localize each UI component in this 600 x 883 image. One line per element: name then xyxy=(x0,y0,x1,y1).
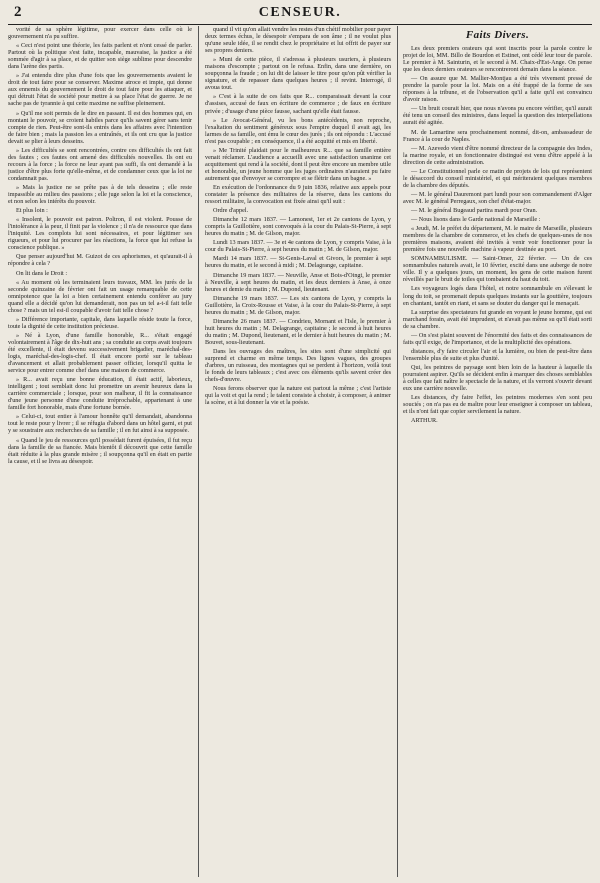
article-paragraph: » Celui-ci, tout entier à l'amour honnête qu'il demandait, abandonna tout le reste pour y livrer ; il se réfugia d'abord dans un hôtel garni, et put y se soustraire aux recherches de sa famille ; il en fut ainsi à sa supposée. xyxy=(8,413,192,435)
article-paragraph: » Qu'il me soit permis de le dire en passant. Il est des hommes qui, en montant le pouvoir, se croient habiles parce qu'ils savent gérer sans tenir compte de rien. Peut-être sont-ils entrés dans les affaires avec l'intention de faire bien ; mais la passion les a entraînés, et ils ont cru que la justice devait se plier à leurs desseins. xyxy=(8,109,192,145)
article-paragraph: » Les difficultés se sont rencontrées, contre ces difficultés ils ont fait des fautes ; ces fautes ont amené des difficultés nouvelles. Ils ont eu recours à la force ; la force ne leur ayant pas suffi, ils ont demandé à la justice d'être plus forte qu'elle-même, et de condamner ceux que la loi ne condamnait pas. xyxy=(8,146,192,182)
article-paragraph: Dimanche 26 mars 1837. — Condrieu, Mornant et l'Isle, le premier à huit heures du matin ; M. Delagrange, capitaine ; le second à huit heures du matin ; M. Dupond, lieutenant, et le dernier à huit heures du matin ; M. Bouvet, sous-lieutenant. xyxy=(205,317,391,346)
article-paragraph: Ordre d'appel. xyxy=(213,207,249,215)
article-paragraph: » R... avait reçu une bonne éducation, il était actif, laborieux, intelligent ; tout semblait donc lui promettre un avenir heureux dans la carrière commerciale ; lorsque, pour son malheur, il fit la connaissance d'une jeune personne d'une conduite irréprochable, appartenant à une famille fort honorable, mais d'une fortune bornée. xyxy=(8,376,192,412)
article-paragraph: « Quand le jeu de ressources qu'il possédait furent épuisées, il fut reçu dans la famille de sa fiancée. Mais bientôt il découvrit que cette famille était réduite à la plus grande misère ; il soupçonna qu'il en était en partie la cause, et il se livra au désespoir. xyxy=(8,436,192,465)
article-paragraph: — Le Constitutionnel parle ce matin de projets de lois qui représentent le désaccord du conseil ministériel, et qui mériteraient quelques membres de la chambre des députés. xyxy=(403,167,592,189)
page-number: 2 xyxy=(14,4,22,20)
article-paragraph: » Né à Lyon, d'une famille honorable, R... s'était engagé volontairement à l'âge de dix-huit ans ; sa conduite au corps avait toujours été excellente, il était devenu successivement brigadier, maréchal-des-logis, maréchal-des-logis-chef. Il était encore porté sur le tableau d'avancement et allait probablement passer officier, lorsqu'il quitta le service pour entrer comme chef dans une maison de commerce. xyxy=(8,331,192,375)
article-paragraph: SOMNAMBULISME. — Saint-Omer, 22 février. — Un de ces somnambules naturels avait, le 10 février, excité dans une auberge de notre ville. Il y a quelques jours, un moment, les gens de cette maison furent réveillés par le bruit de toiles qui tombaient du haut du toit. xyxy=(403,255,592,284)
article-paragraph: Dans les ouvrages des maîtres, les sites sont d'une simplicité qui surprend et charme en même temps. Des lignes vagues, des groupes d'arbres, un ruisseau, des montagnes qui se perdent à l'horizon, voilà tout le fonds de leurs tableaux ; c'est avec ces éléments qu'ils savent créer des chefs-d'œuvre. xyxy=(205,347,391,384)
section-heading-faits-divers: Faits Divers. xyxy=(465,29,530,41)
article-paragraph: Nous ferons observer que la nature est partout la même ; c'est l'artiste qui la voit et qui la rend ; le talent consiste à choisir, à composer, à animer la scène, et à lui donner la vie et la poésie. xyxy=(205,385,391,407)
article-paragraph: « Au moment où les terminaient leurs travaux, MM. les jurés de la seconde quinzaine de février ont fait un usage remarquable de cette omnipotence que la loi a bien certainement entendu conférer au jury quand elle a décidé qu'on lui demanderait, non pas un tel a-t-il fait telle chose ? mais un tel est-il coupable d'avoir fait telle chose ? xyxy=(8,278,192,314)
article-paragraph: » Différence importante, capitale, dans laquelle réside toute la force, toute la dignité de cette institution précieuse. xyxy=(8,315,192,330)
column-divider xyxy=(198,26,199,877)
article-paragraph: distances, d'y faire circuler l'air et la lumière, ou bien de peut-être dans l'ensemble plus de suite et plus d'unité. xyxy=(403,347,592,362)
article-paragraph: — On assure que M. Mallier-Montjau a été très vivement pressé de prendre la parole pour la loi. Mais on a été frappé de la forme de ses réponses à la tribune, et de l'observation qu'il a faite qu'il est convaincu d'avoir raison. xyxy=(403,75,592,104)
article-paragraph: Dimanche 12 mars 1837. — Lamonest, 1er et 2e cantons de Lyon, y compris la Guillotière, sont convoqués à la cour du Palais-St-Pierre, à sept heures du matin ; M. de Gilson, major. xyxy=(205,216,391,238)
article-paragraph: Dimanche 19 mars 1837. — Neuville, Anse et Bois-d'Oingt, le premier à Neuville, à sept heures du matin, et les deux derniers à Anse, à onze heures et demie du matin ; M. Dupond, lieutenant. xyxy=(205,271,391,293)
article-paragraph: — M. Azevedo vient d'être nommé directeur de la compagnie des Indes, la marine royale, et un fonctionnaire distingué est venu d'être appelé à la direction de cette administration. xyxy=(403,144,592,166)
masthead xyxy=(8,4,592,25)
article-paragraph: On lit dans le Droit : xyxy=(16,269,68,277)
article-paragraph: — On s'est plaint souvent de l'énormité des faits et des connaissances de faits qu'il exige, de l'importance, et de la multiplicité des opérations. xyxy=(403,331,592,346)
article-paragraph: Que penser aujourd'hui M. Guizot de ces aphorismes, et qu'aurait-il à répondre à cela ? xyxy=(8,253,192,268)
article-paragraph: » J'ai entendu dire plus d'une fois que les gouvernements avaient le droit de tout faire pour se conserver. Maxime atroce et impie, qui donne aux ennemis du gouvernement le droit de tout faire pour les attaquer, et qui détruit l'état de société pour mettre à sa place l'état de guerre. Je ne sache pas de tyrannie à qui cette maxime ne suffise pleinement. xyxy=(8,72,192,108)
article-paragraph: Les distances, d'y faire l'effet, les peintres modernes s'en sont peu souciés ; on n'a pas eu de maître pour leur enseigner à composer un tableau, et ils n'ont fait que copier servilement la nature. xyxy=(403,394,592,416)
article-paragraph: — M. le général Bugeaud partira mardi pour Oran. xyxy=(411,206,538,214)
article-paragraph: » C'est à la suite de ces faits que R... comparaissait devant la cour d'assises, accusé de faux en écriture de commerce ; de faux en écriture privée ; d'usage d'une pièce fausse, sachant qu'elle était fausse. xyxy=(205,93,391,115)
article-paragraph: — Nous lisons dans le Garde national de Marseille : xyxy=(411,216,541,224)
article-paragraph: Les deux premiers orateurs qui sont inscrits pour la parole contre le projet de loi, MM. Billo de Bourdon et Estinet, ont cédé leur tour de parole. Le premier à M. Sainturin, et le second à M. Chaix-d'Est-Ange. On pense que les deux derniers orateurs se rencontreront demain dans la séance. xyxy=(403,45,592,74)
newspaper-title: CENSEUR. xyxy=(258,5,342,20)
article-paragraph: » Le Avocat-Général, vu les bons antécédents, non reproche, l'exaltation du sentiment généreux sous l'empire duquel il avait agi, les larmes de sa famille, ont ému le cœur des jurés ; ils ont répondu : L'accusé n'est pas coupable ; en conséquence, il a été acquitté et mis en liberté. xyxy=(205,116,391,145)
columns xyxy=(8,26,592,877)
article-paragraph: En exécution de l'ordonnance du 9 juin 1836, relative aux appels pour constater la présence des militaires de la réserve, dans les cantons du ressort militaire, la convocation est fixée ainsi qu'il suit : xyxy=(205,183,391,206)
article-paragraph: Mardi 14 mars 1837. — St-Genis-Laval et Givors, le premier à sept heures du matin, et le second à midi ; M. Delagrange, capitaine. xyxy=(205,255,391,270)
article-paragraph: Lundi 13 mars 1837. — 3e et 4e cantons de Lyon, y compris Vaise, à la cour du Palais-St-Pierre, à sept heures du matin ; M. de Gilson, major. xyxy=(205,239,391,254)
article-paragraph: « Jeudi, M. le préfet du département, M. le maire de Marseille, plusieurs membres de la chambre de commerce, et les chefs de quelques-unes de nos premières maisons, avaient été invités à venir voir fonctionner pour la première fois une nouvelle machine à vapeur destinée au port. xyxy=(403,225,592,254)
article-paragraph: » Me Trinité plaidait pour le malheureux R... que sa famille entière venait réclamer. L'audience a accueilli avec une satisfaction unanime cet acquittement qui rend à la société, dont il peut être encore un membre utile et honorable, un jeune homme que les juges ordinaires n'auraient pu faire autrement que d'envoyer se corrompre et se flétrir dans un bagne. » xyxy=(205,146,391,182)
article-paragraph: quand il vit qu'on allait vendre les restes d'un chétif mobilier pour payer deux termes échus, le désespoir s'empara de son âme ; il ne voulut plus qu'une seule idée, il se rendit chez le propriétaire et lui offrit de payer sur ses propres deniers. xyxy=(205,26,391,55)
article-paragraph: — Un bruit courait hier, que nous n'avons pu encore vérifier, qu'il aurait été tenu un conseil des ministres, dans lequel la question des interpellations aurait été agitée. xyxy=(403,105,592,127)
article-paragraph: » Mais la justice ne se prête pas à de tels desseins ; elle reste impassible au milieu des passions ; elle juge selon la loi et la conscience, et non selon les intérêts du pouvoir. xyxy=(8,183,192,206)
column-divider xyxy=(397,26,398,877)
article-paragraph: Dimanche 19 mars 1837. — Les six cantons de Lyon, y compris la Guillotière, la Croix-Rousse et Vaise, à la cour du Palais-St-Pierre, à sept heures du matin ; M. de Gilson, major. xyxy=(205,294,391,316)
article-paragraph: ARTHUR. xyxy=(411,417,438,425)
article-paragraph: — M. le général Dauremont part lundi pour son commandement d'Alger avec M. le général Perregaux, son chef d'état-major. xyxy=(403,190,592,205)
column-2 xyxy=(205,26,391,877)
article-paragraph: vorité de sa sphère légitime, pour exercer dans celle où le gouvernement n'a pu suffire. xyxy=(8,26,192,41)
article-paragraph: M. de Lamartine sera prochainement nommé, dit-on, ambassadeur de France à la cour de Naples. xyxy=(403,128,592,143)
article-paragraph: » Muni de cette pièce, il s'adressa à plusieurs usuriers, à plusieurs maisons d'escompte ; partout on le refusa. Enfin, dans une dernière, on soupçonna la fraude ; on lui dit de laisser le titre pour qu'on pût vérifier la signature, et de repasser dans quelques heures ; il revint. Interrogé, il avoua tout. xyxy=(205,56,391,92)
article-paragraph: Qui, les peintres de paysage sont bien loin de la hauteur à laquelle ils pourraient aspirer. Qu'ils se décident enfin à marquer des choses semblables à celles que fait naître le spectacle de la nature, et ils verront s'ouvrir devant eux une carrière nouvelle. xyxy=(403,363,592,393)
column-1 xyxy=(8,26,192,877)
article-paragraph: Les voyageurs logés dans l'hôtel, et notre somnambule en s'élevant le long du toit, se promenait depuis quelques instants sur la gouttière, toujours en chantant, tantôt en riant, et sans se douter du danger qui le menaçait. xyxy=(403,285,592,307)
article-paragraph: « Insolent, le pouvoir est patron. Poltron, il est violent. Pousse de l'intolérance à la peur, il finit par la violence ; il n'a de ressource que dans l'iniquité. Les complots lui sont nécessaires, et pour légitimer ses rigueurs, et pour lui procurer par les réactions, la force que lui refuse la conscience publique. » xyxy=(8,216,192,252)
article-paragraph: Et plus loin : xyxy=(16,207,48,215)
column-3 xyxy=(403,26,592,877)
article-paragraph: La surprise des spectateurs fut grande en voyant le jeune homme, qui est marchand forain, avait été imprudent, et n'avait pas même su qu'il était sorti de sa chambre. xyxy=(403,308,592,330)
article-paragraph: « Ceci n'est point une théorie, les faits parlent et n'ont cessé de parler. Partout où la politique s'est faite, incapable, mauvaise, la justice a été sommée d'agir à sa place, et de quitter son siège sublime pour descendre dans l'arène des partis. xyxy=(8,42,192,71)
